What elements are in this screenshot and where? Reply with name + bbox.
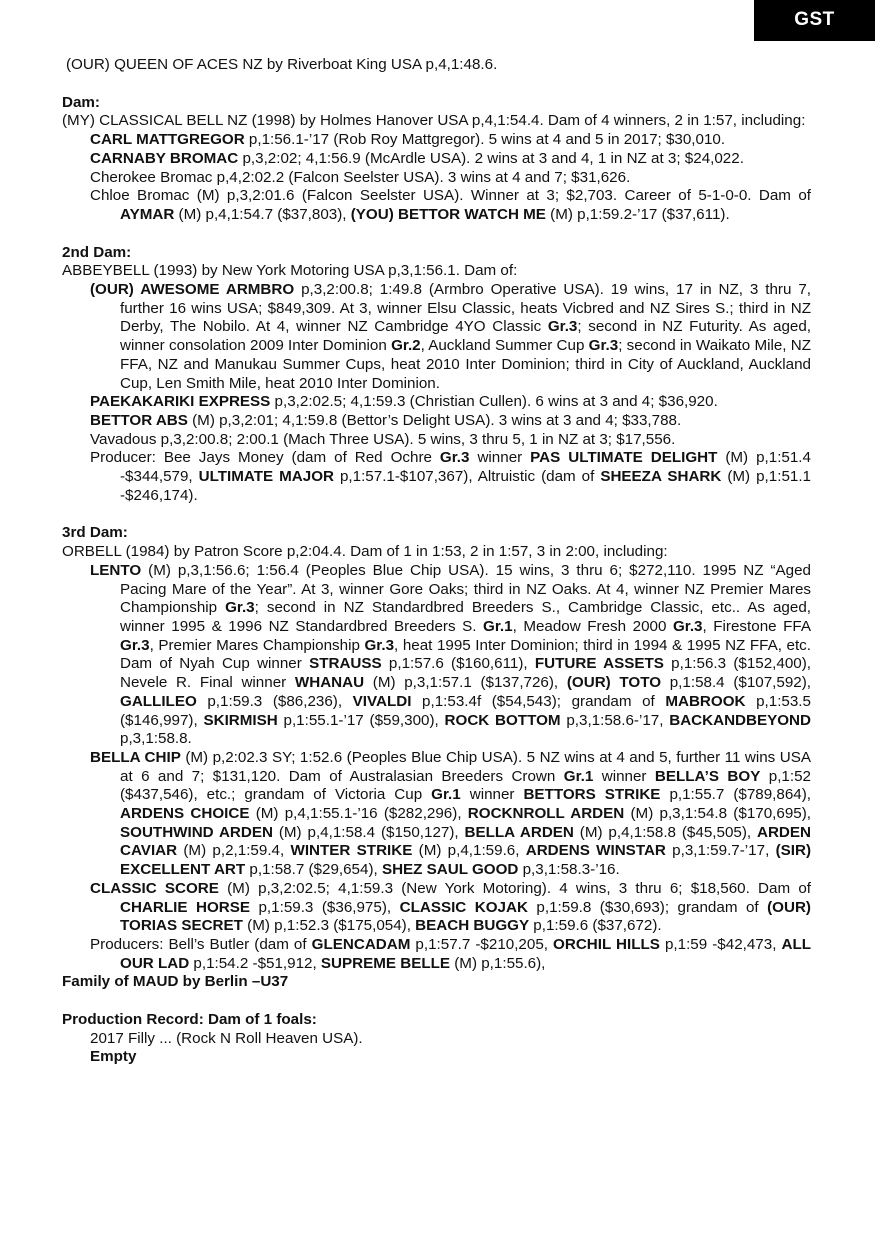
horse-name: GALLILEO [120,692,197,710]
horse-name: Gr.1 [431,786,461,804]
section-3rd-dam [62,524,811,992]
progeny-entry: LENTO (M) p,3,1:56.6; 1:56.4 (Peoples Blue Chip USA). 15 wins, 3 thru 6; $272,110. 1995 NZ “Aged Pacing Mare of the Year”. At 3, winner Gore Oaks; third in NZ Oaks. At 4, winner NZ Premier Mares Championship Gr.3; second in NZ Standardbred Breeders S., Cambridge Classic, etc.. As aged, winner 1995 & 1996 NZ Standardbred Breeders S. Gr.1, Meadow Fresh 2000 Gr.3, Firestone FFA Gr.3, Premier Mares Championship Gr.3, heat 1995 Inter Dominion; third in 1994 & 1995 NZ FFA, etc. Dam of Nyah Cup winner STRAUSS p,1:57.6 ($160,611), FUTURE ASSETS p,1:56.3 ($152,400), Nevele R. Final winner WHANAU (M) p,3,1:57.1 ($137,726), (OUR) TOTO p,1:58.4 ($107,592), GALLILEO p,1:59.3 ($86,236), VIVALDI p,1:53.4f ($54,543); grandam of MABROOK p,1:53.5 ($146,997), SKIRMISH p,1:55.1-’17 ($59,300), ROCK BOTTOM p,3,1:58.6-’17, BACKANDBEYOND p,3,1:58.8. [90,561,812,748]
horse-name: WINTER STRIKE [290,842,413,860]
progeny-entry: CARNABY BROMAC p,3,2:02; 4,1:56.9 (McArdle USA). 2 wins at 3 and 4, 1 in NZ at 3; $24,022. [90,149,744,167]
section-2nd-dam [62,244,811,506]
production-item-status: Empty [90,1048,137,1066]
horse-name: PAS ULTIMATE DELIGHT [530,449,718,467]
progeny-entry: Vavadous p,3,2:00.8; 2:00.1 (Mach Three USA). 5 wins, 3 thru 5, 1 in NZ at 3; $17,556. [90,430,676,448]
third-dam-lead: ORBELL (1984) by Patron Score p,2:04.4. Dam of 1 in 1:53, 2 in 1:57, 3 in 2:00, including: [62,543,668,561]
section-heading: 3rd Dam: [62,524,128,542]
progeny-entry: CARL MATTGREGOR p,1:56.1-’17 (Rob Roy Mattgregor). 5 wins at 4 and 5 in 2017; $30,010. [90,131,726,149]
dam-entries [62,131,811,225]
progeny-entry: CLASSIC SCORE (M) p,3,2:02.5; 4,1:59.3 (New York Motoring). 4 wins, 3 thru 6; $18,560. Dam of CHARLIE HORSE p,1:59.3 ($36,975), CLASSIC KOJAK p,1:59.8 ($30,693); grandam of (OUR) TORIAS SECRET (M) p,1:52.3 ($175,054), BEACH BUGGY p,1:59.6 ($37,672). [90,879,812,935]
horse-name: (OUR) TOTO [566,674,662,692]
horse-name: GLENCADAM [311,935,411,953]
horse-name: BELLA ARDEN [464,823,574,841]
horse-name: CARNABY BROMAC [90,149,239,167]
spacer [62,225,811,244]
production-item: 2017 Filly ... (Rock N Roll Heaven USA). [90,1029,363,1047]
horse-name: (YOU) BETTOR WATCH ME [350,205,546,223]
horse-name: CHARLIE HORSE [120,898,250,916]
production-record [62,1011,811,1067]
progeny-entry: Producer: Bee Jays Money (dam of Red Ochre Gr.3 winner PAS ULTIMATE DELIGHT (M) p,1:51.4 -$344,579, ULTIMATE MAJOR p,1:57.1-$107,367), Altruistic (dam of SHEEZA SHARK (M) p,1:51.1 -$246,174). [90,449,811,504]
progeny-entry: Producers: Bell’s Butler (dam of GLENCADAM p,1:57.7 -$210,205, ORCHIL HILLS p,1:59 -$42,473, ALL OUR LAD p,1:54.2 -$51,912, SUPREME BELLE (M) p,1:55.6), [90,935,812,972]
horse-name: Gr.1 [563,767,594,785]
horse-name: Gr.3 [547,318,578,336]
section-heading: Dam: [62,93,100,111]
horse-name: SHEZ SAUL GOOD [381,861,519,879]
pedigree-page [62,56,811,1067]
second-dam-lead: ABBEYBELL (1993) by New York Motoring USA p,3,1:56.1. Dam of: [62,262,518,280]
horse-name: LENTO [90,561,142,579]
progeny-entry: (OUR) AWESOME ARMBRO p,3,2:00.8; 1:49.8 (Armbro Operative USA). 19 wins, 17 in NZ, 3 thru 7, further 16 wins USA; $849,309. At 3, winner Elsu Classic, heats Vicbred and NZ Sires S.; third in NZ Derby, The Nobilo. At 4, winner NZ Cambridge 4YO Classic Gr.3; second in NZ Futurity. As aged, winner consolation 2009 Inter Dominion Gr.2, Auckland Summer Cup Gr.3; second in Waikato Mile, NZ FFA, NZ and Manukau Summer Cups, heat 2010 Inter Dominion; third in City of Auckland, Auckland Cup, Len Smith Mile, heat 2010 Inter Dominion. [90,281,812,392]
horse-name: (SIR) EXCELLENT ART [120,842,812,879]
horse-name: BEACH BUGGY [415,917,530,935]
third-dam-entries [62,562,811,973]
horse-name: VIVALDI [352,692,412,710]
horse-name: CLASSIC SCORE [90,879,219,897]
horse-name: BELLA’S BOY [654,767,761,785]
spacer [62,505,811,524]
section-heading: 2nd Dam: [62,243,132,261]
horse-name: Gr.3 [439,449,470,467]
section-dam [62,94,811,225]
dam-lead: (MY) CLASSICAL BELL NZ (1998) by Holmes Hanover USA p,4,1:54.4. Dam of 4 winners, 2 in 1:57, including: [62,112,806,130]
horse-name: BETTORS STRIKE [523,786,661,804]
horse-name: SKIRMISH [203,711,278,729]
horse-name: ARDEN CAVIAR [120,823,812,860]
horse-name: Gr.3 [588,337,619,355]
horse-name: PAEKAKARIKI EXPRESS [90,393,271,411]
horse-name: (OUR) TORIAS SECRET [120,898,811,935]
production-heading: Production Record: Dam of 1 foals: [62,1011,317,1029]
horse-name: SOUTHWIND ARDEN [120,823,273,841]
horse-name: WHANAU [294,674,365,692]
horse-name: Gr.3 [364,636,395,654]
horse-name: Gr.1 [483,617,513,635]
horse-name: Gr.3 [672,617,703,635]
spacer [62,75,811,94]
horse-name: BACKANDBEYOND [669,711,811,729]
second-dam-entries [62,281,811,505]
horse-name: BETTOR ABS [90,411,188,429]
progeny-entry: BETTOR ABS (M) p,3,2:01; 4,1:59.8 (Bettor’s Delight USA). 3 wins at 3 and 4; $33,788. [90,411,682,429]
horse-name: CARL MATTGREGOR [90,131,245,149]
spacer [62,992,811,1011]
progeny-entry: Cherokee Bromac p,4,2:02.2 (Falcon Seelster USA). 3 wins at 4 and 7; $31,626. [90,168,631,186]
intro-line: (OUR) QUEEN OF ACES NZ by Riverboat King USA p,4,1:48.6. [66,56,498,73]
progeny-entry: Chloe Bromac (M) p,3,2:01.6 (Falcon Seelster USA). Winner at 3; $2,703. Career of 5-1-0-0. Dam of AYMAR (M) p,4,1:54.7 ($37,803), (YOU) BETTOR WATCH ME (M) p,1:59.2-’17 ($37,611). [90,187,811,223]
horse-name: ARDENS WINSTAR [525,842,666,860]
horse-name: STRAUSS [309,655,382,673]
horse-name: SHEEZA SHARK [600,468,722,486]
family-line: Family of MAUD by Berlin –U37 [62,973,289,991]
horse-name: ROCKNROLL ARDEN [467,805,625,823]
horse-name: Gr.2 [391,337,421,355]
horse-name: Gr.3 [120,636,150,654]
horse-name: FUTURE ASSETS [534,655,664,673]
horse-name: ULTIMATE MAJOR [198,468,334,486]
progeny-entry: PAEKAKARIKI EXPRESS p,3,2:02.5; 4,1:59.3 (Christian Cullen). 6 wins at 3 and 4; $36,920. [90,393,718,411]
horse-name: Gr.3 [225,599,255,617]
horse-name: ROCK BOTTOM [444,711,561,729]
horse-name: ARDENS CHOICE [120,805,250,823]
gst-badge: GST [754,0,875,41]
horse-name: ORCHIL HILLS [553,935,660,953]
horse-name: ALL OUR LAD [120,935,812,972]
progeny-entry: BELLA CHIP (M) p,2:02.3 SY; 1:52.6 (Peoples Blue Chip USA). 5 NZ wins at 4 and 5, further 11 wins USA at 6 and 7; $131,120. Dam of Australasian Breeders Crown Gr.1 winner BELLA’S BOY p,1:52 ($437,546), etc.; grandam of Victoria Cup Gr.1 winner BETTORS STRIKE p,1:55.7 ($789,864), ARDENS CHOICE (M) p,4,1:55.1-’16 ($282,296), ROCKNROLL ARDEN (M) p,3,1:54.8 ($170,695), SOUTHWIND ARDEN (M) p,4,1:58.4 ($150,127), BELLA ARDEN (M) p,4,1:58.8 ($45,505), ARDEN CAVIAR (M) p,2,1:59.4, WINTER STRIKE (M) p,4,1:59.6, ARDENS WINSTAR p,3,1:59.7-’17, (SIR) EXCELLENT ART p,1:58.7 ($29,654), SHEZ SAUL GOOD p,3,1:58.3-’16. [90,748,812,879]
horse-name: MABROOK [665,692,746,710]
horse-name: CLASSIC KOJAK [399,898,528,916]
horse-name: BELLA CHIP [90,748,181,766]
horse-name: (OUR) AWESOME ARMBRO [90,281,295,299]
horse-name: SUPREME BELLE [320,954,451,972]
horse-name: AYMAR [120,205,175,223]
